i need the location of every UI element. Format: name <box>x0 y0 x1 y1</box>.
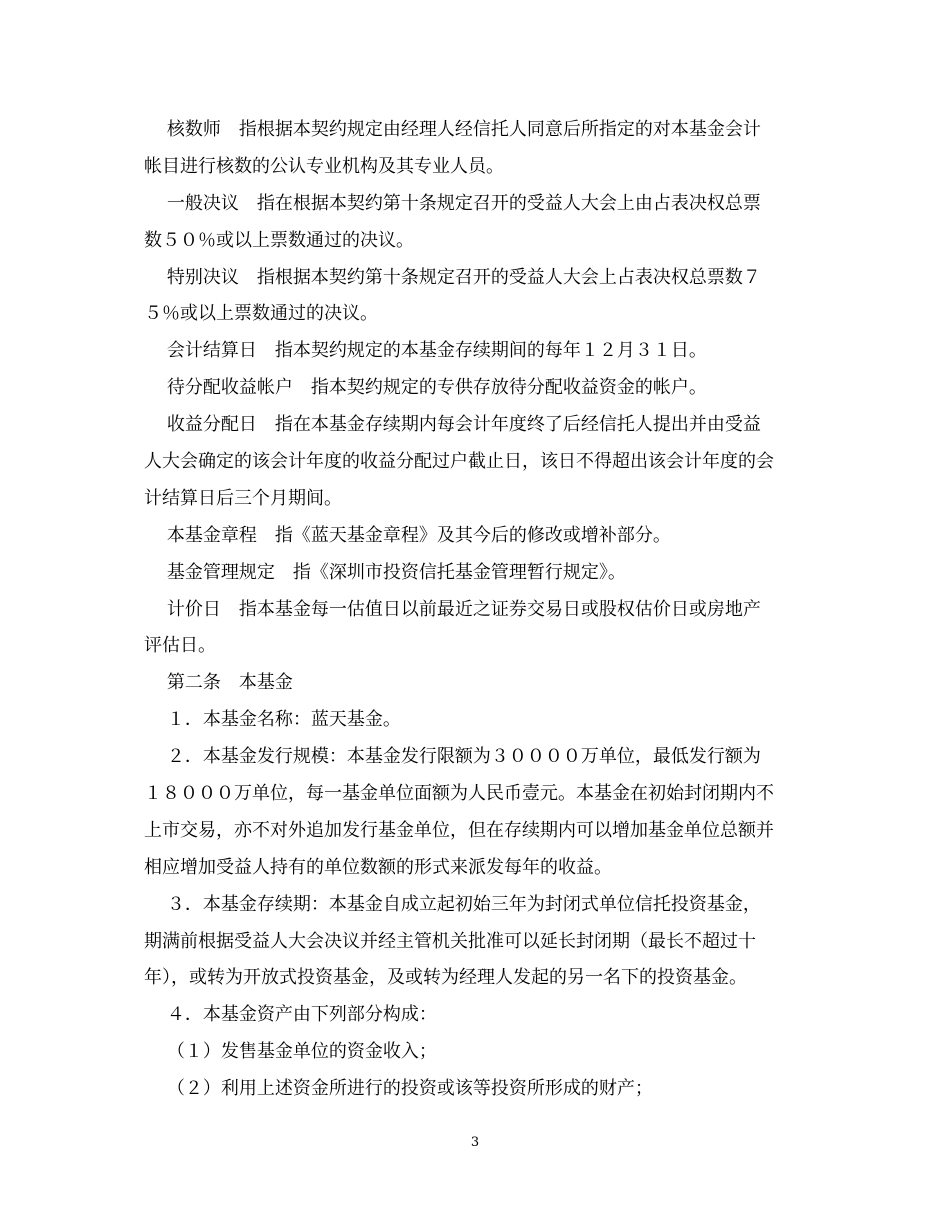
text-line: 评估日。 <box>144 635 216 657</box>
text-line: ２．本基金发行规模：本基金发行限额为３００００万单位，最低发行额为 <box>144 746 761 768</box>
text-line: （２）利用上述资金所进行的投资或该等投资所形成的财产； <box>144 1078 653 1100</box>
text-line: 收益分配日 指在本基金存续期内每会计年度终了后经信托人提出并由受益 <box>144 414 761 436</box>
text-line: １．本基金名称：蓝天基金。 <box>144 709 401 731</box>
text-line: 期满前根据受益人大会决议并经主管机关批准可以延长封闭期（最长不超过十 <box>144 930 756 952</box>
text-line: 计价日 指本基金每一估值日以前最近之证券交易日或股权估价日或房地产 <box>144 598 761 620</box>
text-line: 计结算日后三个月期间。 <box>144 487 342 509</box>
text-line: 人大会确定的该会计年度的收益分配过户截止日，该日不得超出该会计年度的会 <box>144 451 774 473</box>
text-line: （１）发售基金单位的资金收入； <box>144 1041 437 1063</box>
text-line: 基金管理规定 指《深圳市投资信托基金管理暂行规定》。 <box>144 561 626 583</box>
text-line: 数５０％或以上票数通过的决议。 <box>144 229 414 251</box>
text-line: ３．本基金存续期：本基金自成立起初始三年为封闭式单位信托投资基金， <box>144 893 761 915</box>
text-line: 年），或转为开放式投资基金，及或转为经理人发起的另一名下的投资基金。 <box>144 967 747 989</box>
text-line: 一般决议 指在根据本契约第十条规定召开的受益人大会上由占表决权总票 <box>144 192 761 214</box>
text-line: 上市交易，亦不对外追加发行基金单位，但在存续期内可以增加基金单位总额并 <box>144 819 774 841</box>
text-line: 本基金章程 指《蓝天基金章程》及其今后的修改或增补部分。 <box>144 524 671 546</box>
section-heading: 第二条 本基金 <box>144 672 293 694</box>
text-line: ５％或以上票数通过的决议。 <box>144 303 378 325</box>
text-line: 会计结算日 指本契约规定的本基金存续期间的每年１２月３１日。 <box>144 340 707 362</box>
text-line: 特别决议 指根据本契约第十条规定召开的受益人大会上占表决权总票数７ <box>144 266 761 288</box>
page-number: 3 <box>470 1135 480 1150</box>
text-line: 相应增加受益人持有的单位数额的形式来派发每年的收益。 <box>144 856 612 878</box>
text-line: １８０００万单位，每一基金单位面额为人民币壹元。本基金在初始封闭期内不 <box>144 783 774 805</box>
body-text <box>144 112 808 1108</box>
text-line: 待分配收益帐户 指本契约规定的专供存放待分配收益资金的帐户。 <box>144 377 707 399</box>
text-line: ４．本基金资产由下列部分构成： <box>144 1004 437 1026</box>
text-line: 帐目进行核数的公认专业机构及其专业人员。 <box>144 155 504 177</box>
text-line: 核数师 指根据本契约规定由经理人经信托人同意后所指定的对本基金会计 <box>144 119 761 140</box>
